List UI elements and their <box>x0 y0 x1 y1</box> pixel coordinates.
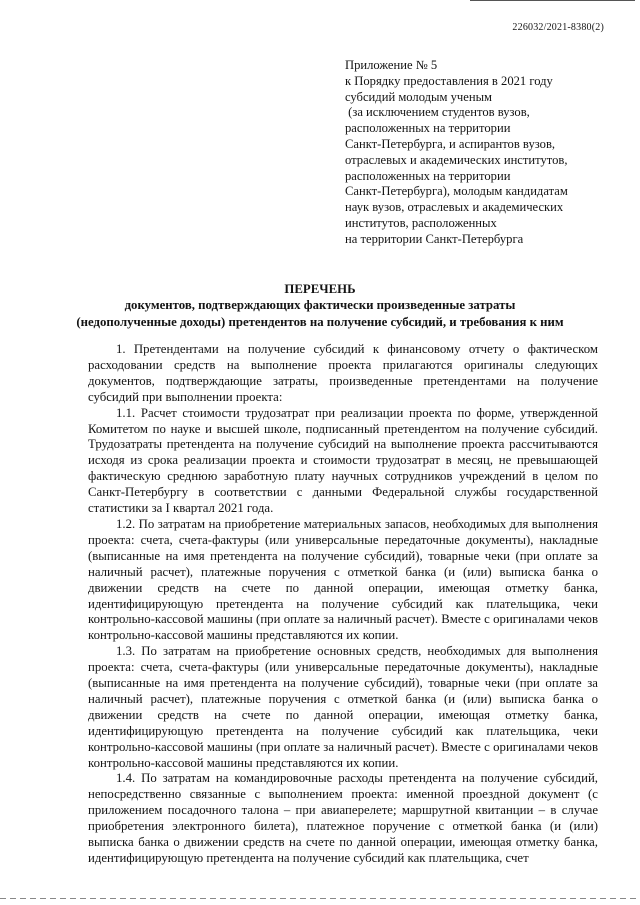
appendix-line: отраслевых и академических институтов, <box>345 152 568 167</box>
appendix-line: субсидий молодым ученым <box>345 89 493 104</box>
top-rule <box>470 0 635 1</box>
appendix-line: расположенных на территории <box>345 168 511 183</box>
paragraph-1-2: 1.2. По затратам на приобретение материальных запасов, необходимых для выполнения проекта: счета, счета-фактуры (или универсальные передаточные документы), накладные (выписанные на имя претендента на получение субсидий), товарные чеки (при оплате за наличный расчет), платежные поручения с отметкой банка (и (или) выписка банка о движении средств на счете по данной операции, имеющая отметку банка, идентифицирующую претендента на получение субсидий как плательщика, чеки контрольно-кассовой машины (при оплате за наличный расчет). Вместе с оригиналами чеков контрольно-кассовой машины представляются их копии. <box>88 516 598 643</box>
paragraph-1-4: 1.4. По затратам на командировочные расходы претендента на получение субсидий, непосредственно связанные с выполнением проекта: именной проездной документ (с приложением посадочного талона – при авиаперелете; маршрутной квитанции – в случае приобретения электронного билета), платежное поручение с отметкой банка (и (или) выписка банка о движении средств на счете по данной операции, имеющая отметку банка, идентифицирующую претендента на получение субсидий как плательщика, счет <box>88 771 598 865</box>
appendix-line: к Порядку предоставления в 2021 году <box>345 73 553 88</box>
document-number: 226032/2021-8380(2) <box>512 22 604 33</box>
document-title: ПЕРЕЧЕНЬ <box>284 282 356 296</box>
appendix-line: Приложение № 5 <box>345 58 438 72</box>
appendix-line: институтов, расположенных <box>345 215 497 230</box>
appendix-line: Санкт-Петербурга, и аспирантов вузов, <box>345 136 556 151</box>
appendix-line: Санкт-Петербурга), молодым кандидатам <box>345 184 568 199</box>
document-body <box>88 342 598 867</box>
paragraph-1-3: 1.3. По затратам на приобретение основных средств, необходимых для выполнения проекта: счета, счета-фактуры (или универсальные передаточные документы), накладные (выписанные на имя претендента на получение субсидий), товарные чеки (при оплате за наличный расчет), платежные поручения с отметкой банка (и (или) выписка банка о движении средств на счете по данной операции, имеющая отметку банка, идентифицирующую претендента на получение субсидий как плательщика, чеки контрольно-кассовой машины (при оплате за наличный расчет). Вместе с оригиналами чеков контрольно-кассовой машины представляются их копии. <box>88 644 598 770</box>
appendix-line: наук вузов, отраслевых и академических <box>345 200 564 215</box>
paragraph-1-1: 1.1. Расчет стоимости трудозатрат при реализации проекта по форме, утвержденной Комитетом по науке и высшей школе, подписанный претендентом на получение субсидий. Трудозатраты претендента на получение субсидий на выполнение проекта рассчитываются исходя из срока реализации проекта и стоимости трудозатрат в месяц, не превышающей фактическую среднюю заработную плату научных сотрудников учреждений в целом по Санкт-Петербургу в соответствии с данными Федеральной службы государственной статистики за I квартал 2021 года. <box>88 405 598 516</box>
document-subtitle-line-2: (недополученные доходы) претендентов на получение субсидий, и требования к ним <box>76 315 564 329</box>
appendix-block <box>345 58 605 248</box>
document-subtitle-line-1: документов, подтверждающих фактически произведенные затраты <box>124 298 516 312</box>
bottom-dashed-rule <box>0 898 640 899</box>
paragraph-1: 1. Претендентами на получение субсидий к финансовому отчету о фактическом расходовании средств на выполнение проекта прилагаются оригиналы следующих документов, подтверждающие затраты, произведенные претендентами на получение субсидий при выполнении проекта: <box>88 342 598 404</box>
appendix-line: (за исключением студентов вузов, <box>345 105 530 120</box>
appendix-line: на территории Санкт-Петербурга <box>345 231 524 246</box>
appendix-line: расположенных на территории <box>345 121 511 136</box>
